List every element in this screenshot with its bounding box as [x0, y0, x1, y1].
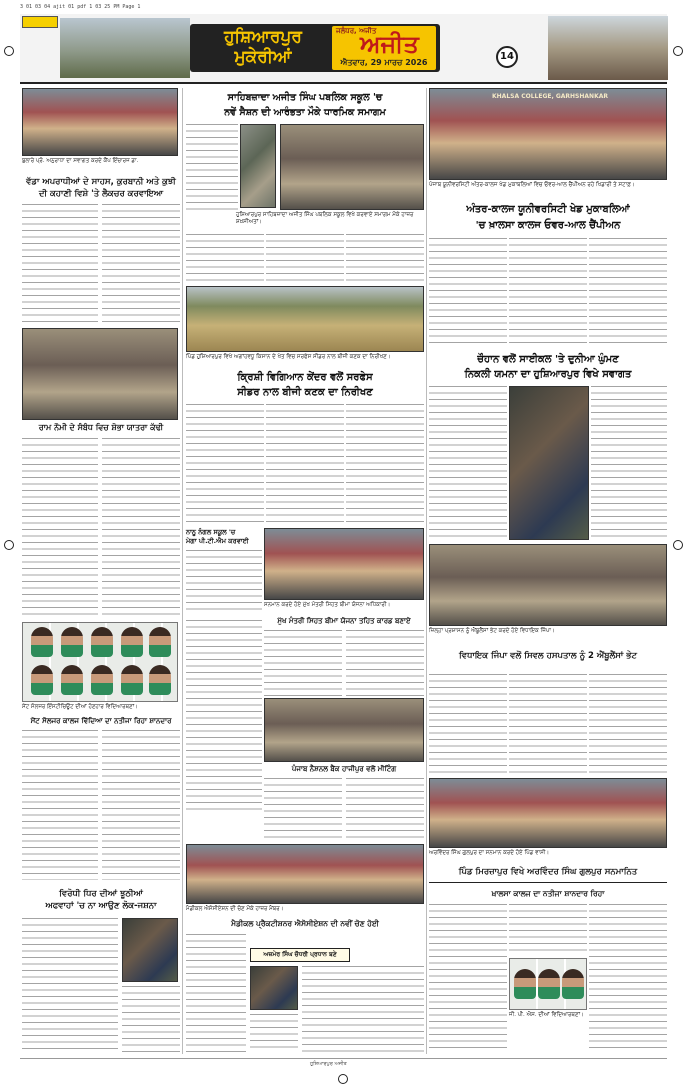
ambulance-text-2 [509, 674, 587, 774]
khalsa-text-2 [509, 238, 587, 348]
registration-mark-icon [4, 46, 14, 56]
sahibzada-text-4 [346, 234, 424, 282]
aravinder-photo [429, 778, 667, 848]
registration-mark-icon [338, 1074, 348, 1084]
kvk-headline-line-2: ਸੀਡਰ ਨਾਲ ਬੀਜੀ ਕਣਕ ਦਾ ਨਿਰੀਖਣ [237, 387, 373, 398]
medical-headline: ਮੈਡੀਕਲ ਪ੍ਰੈਕਟੀਸ਼ਨਰ ਐਸੋਸੀਏਸ਼ਨ ਦੀ ਨਵੀਂ ਚੋਣ ਹੋਈ [231, 919, 379, 928]
medical-inset-box: ਅਜ਼ਮੇਰ ਸਿੰਘ ਚੌਧਰੀ ਪ੍ਰਧਾਨ ਬਣੇ [250, 948, 350, 962]
cm-award-text-2 [346, 630, 424, 696]
khalsa-result-headline: ਖ਼ਾਲਸਾ ਕਾਲਜ ਦਾ ਨਤੀਜਾ ਸ਼ਾਨਦਾਰ ਰਿਹਾ [491, 889, 605, 898]
city-line-2: ਮੁਕੇਰੀਆਂ [234, 47, 292, 67]
student-photo [91, 665, 113, 695]
khalsa-result-photo [509, 958, 587, 1010]
sahibzada-headline-line-2: ਨਵੇਂ ਸੈਸ਼ਨ ਦੀ ਆਰੰਭਤਾ ਮੌਕੇ ਧਾਰਮਿਕ ਸਮਾਗਮ [224, 107, 386, 118]
masthead-city [198, 27, 328, 71]
sahibzada-text-3 [266, 234, 344, 282]
saint-college-text [22, 730, 98, 880]
rumors-headline-line-1: ਵਿਰੋਧੀ ਧਿਰ ਦੀਆਂ ਝੂਠੀਆਂ [59, 889, 143, 899]
ram-navami-text-2 [102, 438, 180, 618]
ambulance-headline: ਵਿਧਾਇਕ ਜਿੰਪਾ ਵਲੋਂ ਸਿਵਲ ਹਸਪਤਾਲ ਨੂੰ 2 ਐਂਬੂਲੈਂਸਾਂ ਭੇਟ [459, 651, 637, 661]
khalsa-photo-banner: KHALSA COLLEGE, GARHSHANKAR [492, 93, 608, 100]
khalsa-result-caption: ਜੀ. ਪੀ. ਐਸ. ਦੀਆਂ ਵਿਦਿਆਰਥਣਾਂ। [509, 1012, 584, 1018]
page-number: 14 [496, 46, 518, 68]
cm-award-caption: ਸਨਮਾਨ ਕਰਦੇ ਹੋਏ ਮੁੱਖ ਮੰਤਰੀ ਸਿਹਤ ਬੀਮਾ ਯੋਜਨਾ ਅਧਿਕਾਰੀ। [264, 602, 391, 608]
saint-college-headline: ਸੇਂਟ ਸੋਲਜਰ ਕਾਲਜ ਵਿੱਦਿਆ ਦਾ ਨਤੀਜਾ ਰਿਹਾ ਸ਼ਾਨਦਾਰ [30, 717, 172, 725]
cycle-headline [429, 352, 667, 382]
khalsa-result-text [429, 904, 507, 1052]
aravinder-headline: ਪਿੰਡ ਮਿਰਜ਼ਾਪੁਰ ਵਿਖੇ ਅਰਵਿੰਦਰ ਸਿੰਘ ਗੁਲਪੁਰ ਸਨਮਾਨਿਤ [458, 867, 638, 877]
kvk-headline [186, 370, 424, 400]
rumors-headline-line-2: ਅਫਵਾਹਾਂ 'ਚ ਨਾ ਆਉਣ ਲੋਕ-ਜਸ਼ਨਾ [45, 901, 157, 911]
cycle-text-2 [591, 386, 667, 540]
kvk-caption: ਪਿੰਡ ਹੁਸ਼ਿਆਰਪੁਰ ਵਿਖੇ ਅਗਾਂਹਵਧੂ ਕਿਸਾਨ ਦੇ ਖੇਤ ਵਿਚ ਸਰਫੇਸ ਸੀਡਰ ਨਾਲ ਬੀਜੀ ਕਣਕ ਦਾ ਨਿਰੀਖਣ। [186, 354, 391, 360]
punjab-bank-photo [264, 698, 424, 762]
khalsa-result-text-3 [589, 904, 667, 1052]
ram-navami-photo [22, 328, 178, 420]
edition-logo-icon [22, 16, 58, 28]
khalsa-result-text-2 [509, 904, 587, 954]
medical-text-2 [302, 966, 424, 1052]
medical-text-3 [250, 1014, 298, 1052]
student-photo [61, 627, 83, 657]
cm-award-headline: ਮੁੱਖ ਮੰਤਰੀ ਸਿਹਤ ਬੀਮਾ ਯੋਜਨਾ ਤਹਿਤ ਕਾਰਡ ਬਣਾਏ [277, 617, 411, 625]
student-photo [149, 627, 171, 657]
students-photo [22, 622, 178, 702]
cm-award-text [264, 630, 342, 696]
sahibzada-text-2 [186, 234, 264, 282]
school-mela-text-2 [186, 620, 262, 812]
kvk-text [186, 404, 264, 522]
khalsa-headline-line-1: ਅੰਤਰ-ਕਾਲਜ ਯੂਨੀਵਰਸਿਟੀ ਖੇਡ ਮੁਕਾਬਲਿਆਂ [466, 204, 630, 215]
women-headline-line-2: ਦੀ ਕਹਾਣੀ ਵਿਸ਼ੇ 'ਤੇ ਲੈਕਚਰ ਕਰਵਾਇਆ [38, 189, 164, 199]
student-photo [514, 969, 536, 999]
student-photo [121, 627, 143, 657]
school-mela-headline-line-2: ਮੇਗਾ ਪੀ.ਟੀ.ਐਮ ਕਰਵਾਈ [186, 537, 249, 545]
sahibzada-caption: ਹੁਸ਼ਿਆਰਪੁਰ ਸਾਹਿਬਜ਼ਾਦਾ ਅਜੀਤ ਸਿੰਘ ਪਬਲਿਕ ਸਕੂਲ ਵਿਖੇ ਕਰਵਾਏ ਸਮਾਗਮ ਮੌਕੇ ਹਾਜ਼ਰ ਸ਼ਖ਼ਸੀਅਤਾਂ। [236, 212, 414, 225]
khalsa-headline [429, 202, 667, 234]
page-footer [20, 1058, 667, 1072]
khalsa-text-3 [589, 238, 667, 348]
sahibzada-photo [280, 124, 424, 210]
medical-association-photo [186, 844, 424, 904]
punjab-bank-text-2 [346, 778, 424, 840]
rumors-headline [22, 888, 180, 912]
students-caption: ਸੇਂਟ ਸੋਲਜਰ ਇੰਸਟੀਚਿਊਟ ਦੀਆਂ ਹੋਣਹਾਰ ਵਿਦਿਆਰਥਣਾਂ। [22, 704, 138, 710]
kvk-headline-line-1: ਕ੍ਰਿਸ਼ੀ ਵਿਗਿਆਨ ਕੇਂਦਰ ਵਲੋਂ ਸਰਫੇਸ [237, 372, 373, 383]
ambulance-text [429, 674, 507, 774]
student-photo [149, 665, 171, 695]
punjab-bank-text [264, 778, 342, 840]
ambulance-photo [429, 544, 667, 626]
registration-mark-icon [673, 540, 683, 550]
aravinder-caption: ਅਰਵਿੰਦਰ ਸਿੰਘ ਗੁਲਪੁਰ ਦਾ ਸਨਮਾਨ ਕਰਦੇ ਹੋਏ ਪਿੰਡ ਵਾਸੀ। [429, 850, 550, 856]
rumors-portrait-photo [122, 918, 178, 982]
sahibzada-inset-photo [240, 124, 276, 208]
women-story-text [22, 204, 98, 324]
column-divider [182, 88, 183, 1054]
punjab-bank-headline: ਪੰਜਾਬ ਨੈਸ਼ਨਲ ਬੈਂਕ ਹਾਜੀਪੁਰ ਵਲੋਂ ਮੀਟਿੰਗ [291, 765, 397, 773]
student-photo [61, 665, 83, 695]
school-mela-headline [186, 528, 262, 546]
student-photo [91, 627, 113, 657]
student-photo [31, 627, 53, 657]
paper-name: ਅਜੀਤ [360, 30, 419, 58]
masthead-photo-right [548, 16, 668, 80]
ram-navami-headline: ਰਾਮ ਨੌਮੀ ਦੇ ਸੰਬੰਧ ਵਿਚ ਸ਼ੋਭਾ ਯਾਤਰਾ ਕੱਢੀ [38, 423, 164, 432]
khalsa-text [429, 238, 507, 348]
ambulance-caption: ਜ਼ਿਲ੍ਹਾ ਪ੍ਰਸ਼ਾਸਨ ਨੂੰ ਐਂਬੂਲੈਂਸਾਂ ਭੇਟ ਕਰਦੇ ਹੋਏ ਵਿਧਾਇਕ ਜਿੰਪਾ। [429, 628, 555, 634]
cycle-text [429, 386, 507, 540]
saint-college-text-2 [102, 730, 180, 880]
footer-label: ਹੁਸ਼ਿਆਰਪੁਰ ਅਜੀਤ [310, 1061, 347, 1067]
medical-text [186, 934, 246, 1052]
kvk-field-photo [186, 286, 424, 352]
school-mela-text [186, 550, 262, 614]
khalsa-headline-line-2: 'ਚ ਖ਼ਾਲਸਾ ਕਾਲਜ ਓਵਰ-ਆਲ ਚੈਂਪੀਅਨ [475, 220, 621, 231]
student-photo [121, 665, 143, 695]
women-headline-line-1: ਵੱਡਾ ਅਪਰਾਧੀਆਂ ਦੇ ਸਾਹਸ, ਕੁਰਬਾਨੀ ਅਤੇ ਕੁਝੀ [26, 177, 176, 187]
column-divider [426, 88, 427, 1054]
student-photo [562, 969, 584, 999]
khalsa-team-photo [429, 88, 667, 180]
rumors-text-2 [122, 986, 180, 1052]
medical-portrait-photo [250, 966, 298, 1010]
masthead-photo-left [60, 18, 190, 78]
sahibzada-headline [186, 90, 424, 120]
cycle-headline-line-1: ਚੌਹਾਨ ਵਲੋਂ ਸਾਈਕਲ 'ਤੇ ਦੁਨੀਆ ਘੁੰਮਣ [477, 354, 619, 365]
registration-mark-icon [4, 540, 14, 550]
cm-award-photo [264, 528, 424, 600]
sahibzada-headline-line-1: ਸਾਹਿਬਜ਼ਾਦਾ ਅਜੀਤ ਸਿੰਘ ਪਬਲਿਕ ਸਕੂਲ 'ਚ [227, 92, 383, 103]
medical-caption: ਮੈਡੀਕਲ ਐਸੋਸੀਏਸ਼ਨ ਦੀ ਚੋਣ ਮੌਕੇ ਹਾਜ਼ਰ ਮੈਂਬਰ। [186, 906, 284, 912]
issue-date: ਐਤਵਾਰ, 29 ਮਾਰਚ 2026 [340, 58, 428, 67]
ambulance-text-3 [589, 674, 667, 774]
section-rule [429, 882, 667, 883]
paper-small-label: ਜਲੰਧਰ, ਅਜੀਤ [336, 27, 377, 35]
women-headline [22, 176, 180, 200]
city-line-1: ਹੁਸ਼ਿਆਰਪੁਰ [224, 27, 302, 47]
rumors-text [22, 918, 118, 1052]
student-photo [31, 665, 53, 695]
cycle-headline-line-2: ਨਿਕਲੀ ਯਮਨਾ ਦਾ ਹੁਸ਼ਿਆਰਪੁਰ ਵਿਖੇ ਸਵਾਗਤ [464, 369, 632, 380]
khalsa-caption: ਪੰਜਾਬ ਯੂਨੀਵਰਸਿਟੀ ਅੰਤਰ-ਕਾਲਜ ਖੇਡ ਮੁਕਾਬਲਿਆਂ ਵਿਚ ਓਵਰ-ਆਲ ਚੈਂਪੀਅਨ ਰਹੇ ਖਿਡਾਰੀ ਤੇ ਸਟਾਫ਼। [429, 182, 635, 188]
kvk-text-2 [266, 404, 344, 522]
cyclist-photo [509, 386, 589, 540]
kvk-text-3 [346, 404, 424, 522]
women-story-text-2 [102, 204, 180, 324]
women-event-photo [22, 88, 178, 156]
ram-navami-text [22, 438, 98, 618]
school-mela-headline-line-1: ਨਾਨੂ ਨੰਗਲ ਸਕੂਲ 'ਚ [186, 528, 236, 536]
print-meta-strip: 3 01 03 04 ajit 01 pdf 1 03 25 PM Page 1 [20, 4, 141, 10]
student-photo [538, 969, 560, 999]
registration-mark-icon [673, 46, 683, 56]
sahibzada-text [186, 124, 238, 210]
women-event-caption: ਬੁਲਾਰੇ ਪ੍ਰੋ. ਅਨੁਰਾਧਾ ਦਾ ਸਵਾਗਤ ਕਰਦੇ ਕੈਂਪ ਇੰਚਾਰਜ ਡਾ. [22, 158, 139, 164]
